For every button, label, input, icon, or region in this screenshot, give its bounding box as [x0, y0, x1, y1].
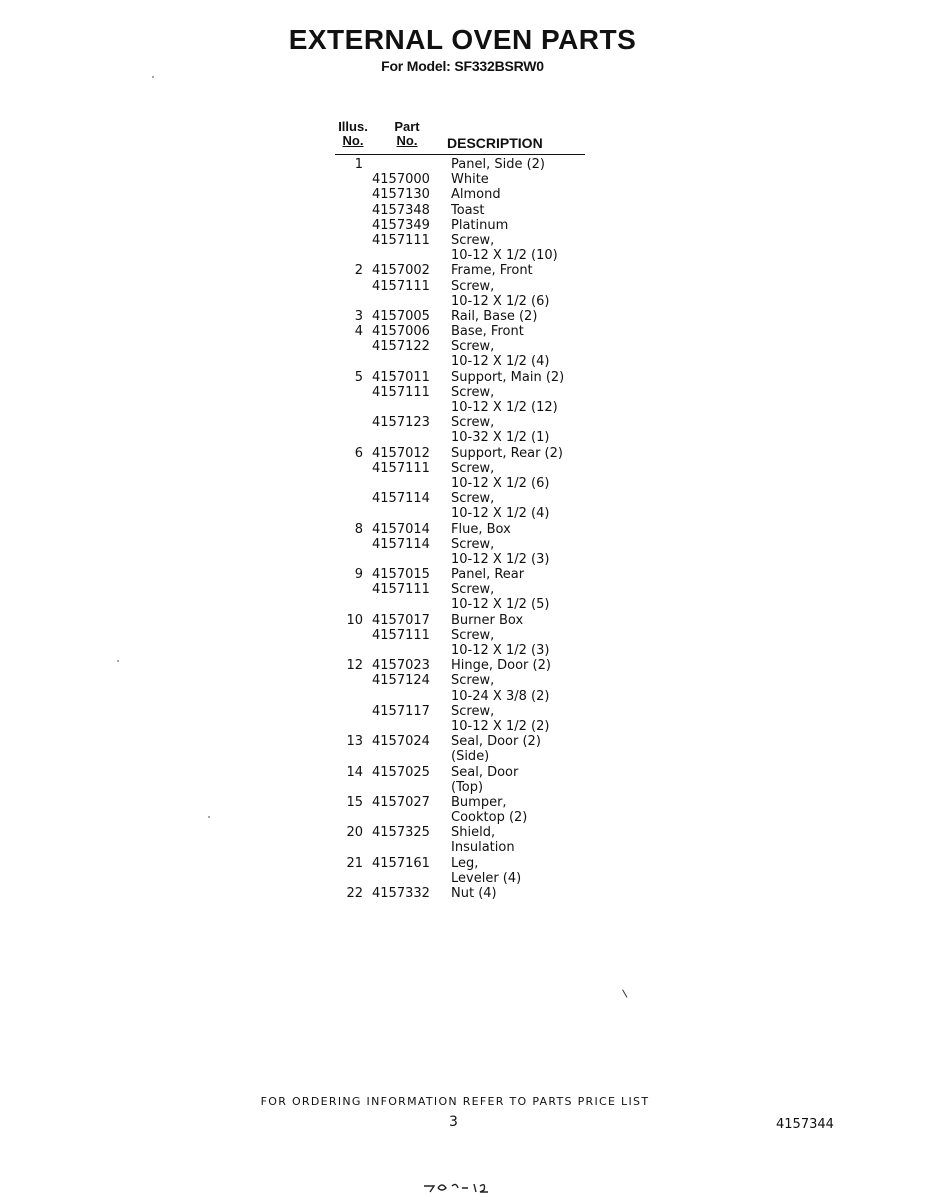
part-number: 4157111: [372, 582, 430, 598]
part-description: 10-12 X 1/2 (4): [451, 354, 550, 370]
table-row: [335, 461, 585, 476]
table-row: [335, 203, 585, 218]
part-description: 10-12 X 1/2 (3): [451, 643, 550, 658]
part-description: Seal, Door (2): [451, 734, 541, 750]
illus-number: 10: [346, 612, 363, 628]
table-row: [335, 719, 585, 734]
part-number: 4157117: [372, 703, 430, 719]
part-number: 4157111: [372, 627, 430, 643]
part-number: 4157111: [372, 384, 430, 400]
part-description: Toast: [451, 202, 485, 218]
part-description: 10-12 X 1/2 (6): [451, 475, 550, 491]
table-row: [335, 370, 585, 385]
table-row: [335, 385, 585, 400]
part-number: 4157005: [372, 308, 430, 324]
handwritten-scribble: [420, 1174, 500, 1194]
ordering-info-note: FOR ORDERING INFORMATION REFER TO PARTS PRICE LIST: [260, 1095, 650, 1108]
part-number: 4157017: [372, 612, 430, 628]
part-description: 10-12 X 1/2 (2): [451, 718, 550, 734]
part-description: Screw,: [451, 415, 495, 431]
table-row: [335, 749, 585, 764]
part-description: 10-32 X 1/2 (1): [451, 430, 550, 446]
table-row: [335, 689, 585, 704]
part-number: 4157006: [372, 324, 430, 340]
table-row: [335, 172, 585, 187]
table-row: [335, 218, 585, 233]
table-row: [335, 506, 585, 521]
illus-number: 21: [346, 855, 363, 871]
part-description: Screw,: [451, 536, 495, 552]
table-row: [335, 582, 585, 597]
part-number: 4157027: [372, 794, 430, 810]
table-row: [335, 294, 585, 309]
illus-number: 1: [354, 157, 363, 172]
part-description: 10-12 X 1/2 (6): [451, 293, 550, 309]
table-row: [335, 825, 585, 840]
page-number: 3: [449, 1114, 458, 1130]
part-number: 4157332: [372, 886, 430, 901]
table-row: [335, 309, 585, 324]
part-number: 4157114: [372, 536, 430, 552]
illus-number: 13: [346, 734, 363, 750]
table-row: [335, 765, 585, 780]
table-row: [335, 704, 585, 719]
part-number: 4157024: [372, 734, 430, 750]
scan-speck: [117, 660, 119, 662]
illus-number: 4: [354, 324, 363, 340]
part-description: Hinge, Door (2): [451, 658, 551, 674]
table-row: [335, 734, 585, 749]
part-number: 4157325: [372, 825, 430, 841]
part-description: Leg,: [451, 855, 479, 871]
table-row: [335, 597, 585, 612]
part-number: 4157023: [372, 658, 430, 674]
table-row: [335, 658, 585, 673]
part-number: 4157124: [372, 673, 430, 689]
illus-number: 22: [346, 886, 363, 901]
table-row: [335, 248, 585, 263]
illus-number: 15: [346, 794, 363, 810]
part-number: 4157025: [372, 764, 430, 780]
page-title: EXTERNAL OVEN PARTS: [288, 24, 637, 55]
table-row: [335, 157, 585, 172]
table-row: [335, 567, 585, 582]
part-number: 4157014: [372, 521, 430, 537]
part-description: (Top): [451, 779, 484, 795]
part-description: Shield,: [451, 825, 496, 841]
part-number: 4157122: [372, 339, 430, 355]
table-row: [335, 430, 585, 445]
part-description: Rail, Base (2): [451, 308, 538, 324]
part-number: 4157002: [372, 263, 430, 279]
part-number: 4157114: [372, 491, 430, 507]
part-description: Almond: [451, 187, 501, 203]
part-number: 4157012: [372, 445, 430, 461]
part-description: Screw,: [451, 491, 495, 507]
part-description: Screw,: [451, 384, 495, 400]
table-row: [335, 279, 585, 294]
part-description: Screw,: [451, 627, 495, 643]
document-number: 4157344: [776, 1117, 834, 1132]
part-description: Screw,: [451, 703, 495, 719]
illus-no-header: Illus. No.: [338, 119, 368, 148]
part-description: White: [451, 172, 489, 188]
part-number: 4157111: [372, 278, 430, 294]
table-row: [335, 613, 585, 628]
part-description: Screw,: [451, 582, 495, 598]
scan-speck: [208, 816, 210, 818]
part-description: 10-24 X 3/8 (2): [451, 688, 550, 704]
description-header: DESCRIPTION: [447, 135, 543, 151]
part-description: Screw,: [451, 232, 495, 248]
table-row: [335, 643, 585, 658]
table-row: [335, 552, 585, 567]
part-description: Frame, Front: [451, 263, 533, 279]
table-row: [335, 415, 585, 430]
part-description: Platinum: [451, 217, 509, 233]
part-number: 4157111: [372, 232, 430, 248]
scan-speck: [152, 76, 154, 78]
table-row: [335, 871, 585, 886]
part-no-header: Part No.: [394, 119, 420, 148]
part-description: Screw,: [451, 339, 495, 355]
part-description: Screw,: [451, 460, 495, 476]
illus-number: 6: [354, 445, 363, 461]
table-row: [335, 840, 585, 855]
illus-number: 2: [354, 263, 363, 279]
illus-number: 20: [346, 825, 363, 841]
table-row: [335, 446, 585, 461]
illus-number: 9: [354, 567, 363, 583]
part-description: Bumper,: [451, 794, 507, 810]
table-row: [335, 263, 585, 278]
part-description: (Side): [451, 749, 490, 765]
part-description: Support, Rear (2): [451, 445, 563, 461]
part-description: Burner Box: [451, 612, 524, 628]
part-number: 4157348: [372, 202, 430, 218]
part-description: Screw,: [451, 673, 495, 689]
part-description: 10-12 X 1/2 (3): [451, 551, 550, 567]
illus-number: 3: [354, 308, 363, 324]
table-row: [335, 354, 585, 369]
table-row: [335, 400, 585, 415]
model-subtitle: For Model: SF332BSRW0: [381, 58, 544, 74]
part-description: Base, Front: [451, 324, 524, 340]
illus-number: 14: [346, 764, 363, 780]
table-row: [335, 339, 585, 354]
part-number: 4157015: [372, 567, 430, 583]
illus-number: 5: [354, 369, 363, 385]
table-row: [335, 233, 585, 248]
part-description: Panel, Side (2): [451, 157, 545, 172]
table-row: [335, 886, 585, 901]
table-row: [335, 491, 585, 506]
illus-number: 8: [354, 521, 363, 537]
table-row: [335, 324, 585, 339]
table-row: [335, 476, 585, 491]
part-description: Flue, Box: [451, 521, 511, 537]
table-row: [335, 537, 585, 552]
part-number: 4157000: [372, 172, 430, 188]
parts-rows: [335, 157, 585, 901]
part-description: 10-12 X 1/2 (5): [451, 597, 550, 613]
part-description: 10-12 X 1/2 (12): [451, 400, 558, 415]
parts-table: [335, 118, 585, 901]
table-row: [335, 810, 585, 825]
table-row: [335, 780, 585, 795]
part-description: Cooktop (2): [451, 810, 528, 826]
part-description: Panel, Rear: [451, 567, 525, 583]
part-number: 4157111: [372, 460, 430, 476]
table-row: [335, 795, 585, 810]
part-description: Nut (4): [451, 886, 497, 901]
stray-mark: [622, 987, 631, 997]
table-row: [335, 856, 585, 871]
part-number: 4157011: [372, 369, 430, 385]
part-number: 4157130: [372, 187, 430, 203]
part-description: Insulation: [451, 840, 515, 856]
part-description: Support, Main (2): [451, 369, 565, 385]
part-description: 10-12 X 1/2 (10): [451, 248, 558, 264]
illus-number: 12: [346, 658, 363, 674]
table-row: [335, 673, 585, 688]
part-description: Seal, Door: [451, 764, 519, 780]
table-row: [335, 628, 585, 643]
part-number: 4157349: [372, 217, 430, 233]
part-description: Screw,: [451, 278, 495, 294]
table-header: [335, 118, 585, 155]
part-description: Leveler (4): [451, 870, 522, 886]
table-row: [335, 187, 585, 202]
table-row: [335, 522, 585, 537]
part-number: 4157161: [372, 855, 430, 871]
part-description: 10-12 X 1/2 (4): [451, 506, 550, 522]
part-number: 4157123: [372, 415, 430, 431]
